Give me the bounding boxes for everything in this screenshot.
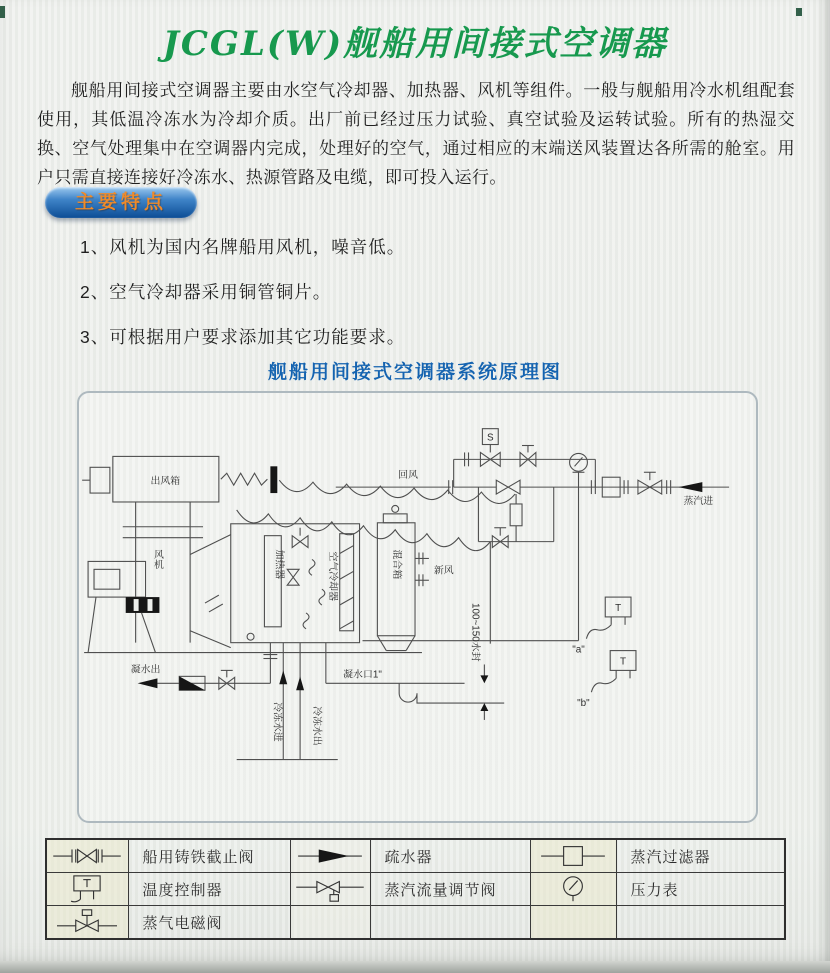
globe-valve-icon <box>219 670 235 689</box>
steam-filter-icon <box>530 839 616 873</box>
scan-edge-shadow <box>0 961 830 973</box>
mixing-box-label: 混合箱 <box>391 549 403 580</box>
temp-controller-icon <box>46 873 128 906</box>
coil-squiggle <box>309 559 315 575</box>
coil-squiggle <box>319 589 325 605</box>
features-badge: 主要特点 <box>45 187 197 218</box>
fresh-air-label: 新风 <box>433 565 454 577</box>
legend-row <box>46 906 785 940</box>
globe-valve-icon <box>520 446 536 467</box>
flow-arrow-icon <box>679 482 703 492</box>
globe-valve-icon <box>638 472 662 494</box>
feature-item: 2、空气冷却器采用铜管铜片。 <box>80 282 332 302</box>
fan-section <box>123 502 231 648</box>
thermostat-label: T <box>615 602 622 614</box>
flow-arrow-icon <box>138 678 158 688</box>
mixing-box <box>377 505 453 650</box>
air-outlet-box <box>82 456 277 502</box>
solenoid-valve-icon <box>480 429 500 467</box>
condensate-port-label: 凝水口1" <box>343 669 382 681</box>
point-a-label: "a" <box>572 644 585 656</box>
coil-squiggle <box>303 613 309 629</box>
chilled-water-in-label: 冷冻水进 <box>271 702 283 742</box>
pressure-gauge-icon <box>570 453 588 487</box>
air-cooler-label: 空气冷却器 <box>326 551 338 601</box>
solenoid-valve-icon <box>46 906 128 940</box>
system-diagram-panel <box>77 391 758 823</box>
legend-table <box>45 838 786 940</box>
outlet-box-label: 出风箱 <box>150 476 181 488</box>
condensate-line <box>131 633 278 690</box>
legend-label <box>370 906 530 940</box>
flex-duct-upper <box>279 480 515 503</box>
legend-label: 蒸汽过滤器 <box>616 839 785 873</box>
thermostat-label: T <box>620 656 627 668</box>
heater-label: 加热器 <box>273 549 285 580</box>
legend-label <box>616 906 785 940</box>
diagram-title: 舰船用间接式空调器系统原理图 <box>267 362 562 383</box>
legend-empty-cell <box>530 906 616 940</box>
steam-in-label: 蒸汽进 <box>683 495 714 507</box>
steam-trap-icon <box>290 839 370 873</box>
pressure-gauge-icon <box>530 873 616 906</box>
legend-row <box>46 873 785 906</box>
condensate-out-label: 凝水出 <box>130 664 161 676</box>
legend-empty-cell <box>290 906 370 940</box>
scan-speck <box>796 8 802 16</box>
thermostat-a <box>572 597 631 655</box>
solenoid-label: S <box>487 432 494 444</box>
legend-label: 蒸气电磁阀 <box>128 906 290 940</box>
feature-item: 3、可根据用户要求添加其它功能要求。 <box>80 327 406 347</box>
feature-item: 1、风机为国内名牌船用风机，噪音低。 <box>80 237 406 257</box>
feature-list <box>80 234 405 369</box>
steam-piping <box>363 429 730 641</box>
intro-paragraph: 舰船用间接式空调器主要由水空气冷却器、加热器、风机等组件。一般与舰船用冷水机组配套使用，其低温冷冻水为冷却介质。出厂前已经过压力试验、真空试验及运转试验。所有的热湿交换、空气处理集中在空调器内完成，处理好的空气，通过相应的末端送风装置达各所需的舱室。用户只需直接连接好冷冻水、热源管路及电缆，即可投入运行。 <box>37 81 795 187</box>
legend-label: 温度控制器 <box>128 873 290 906</box>
water-seal-label: 100~150水封 <box>469 603 481 662</box>
globe-valve-icon <box>46 839 128 873</box>
chilled-water-out-label: 冷冻水出 <box>310 706 322 746</box>
return-air <box>336 469 453 494</box>
thermostat-b <box>577 651 636 709</box>
spring-connector-icon <box>221 473 268 485</box>
return-air-label: 回风 <box>398 470 418 482</box>
ahu-casing <box>231 524 360 643</box>
page-title: JCGL(W)舰船用间接式空调器 <box>162 24 668 64</box>
legend-label: 疏水器 <box>370 839 530 873</box>
legend-row <box>46 839 785 873</box>
legend-label: 压力表 <box>616 873 785 906</box>
flex-duct-lower <box>237 510 491 551</box>
point-b-label: "b" <box>577 698 590 710</box>
legend-label: 蒸汽流量调节阀 <box>370 873 530 906</box>
legend-label: 船用铸铁截止阀 <box>128 839 290 873</box>
steam-flow-valve-icon <box>290 873 370 906</box>
system-diagram <box>79 393 756 821</box>
internal-valve-icon <box>287 528 308 585</box>
chilled-water <box>237 643 338 760</box>
fan-label: 风机 <box>151 549 163 570</box>
